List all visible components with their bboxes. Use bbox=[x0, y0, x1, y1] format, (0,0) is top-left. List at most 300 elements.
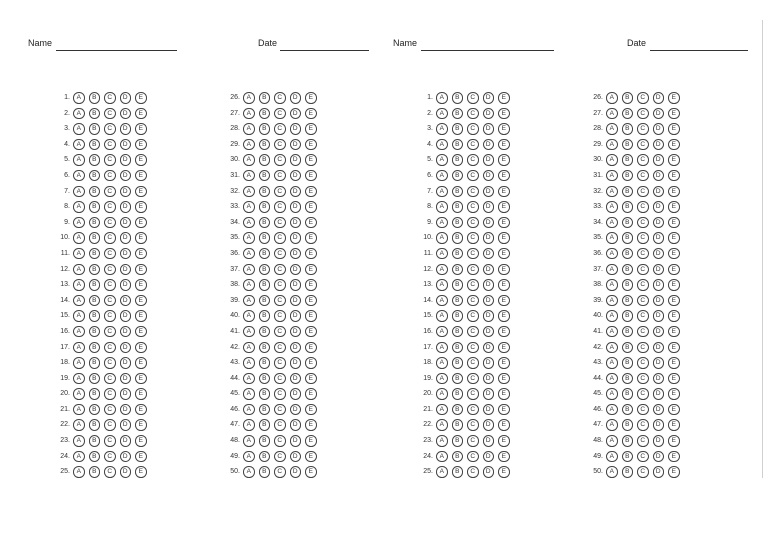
answer-bubble-e[interactable]: E bbox=[135, 342, 147, 354]
answer-bubble-a[interactable]: A bbox=[606, 248, 618, 260]
answer-bubble-e[interactable]: E bbox=[498, 279, 510, 291]
answer-bubble-b[interactable]: B bbox=[622, 186, 634, 198]
answer-bubble-b[interactable]: B bbox=[259, 217, 271, 229]
answer-bubble-d[interactable]: D bbox=[483, 123, 495, 135]
answer-bubble-b[interactable]: B bbox=[622, 154, 634, 166]
answer-bubble-d[interactable]: D bbox=[653, 388, 665, 400]
answer-bubble-a[interactable]: A bbox=[243, 248, 255, 260]
answer-bubble-b[interactable]: B bbox=[452, 373, 464, 385]
answer-bubble-e[interactable]: E bbox=[668, 92, 680, 104]
answer-bubble-e[interactable]: E bbox=[668, 373, 680, 385]
answer-bubble-c[interactable]: C bbox=[274, 92, 286, 104]
answer-bubble-a[interactable]: A bbox=[73, 295, 85, 307]
answer-bubble-e[interactable]: E bbox=[668, 201, 680, 213]
answer-bubble-b[interactable]: B bbox=[259, 248, 271, 260]
answer-bubble-d[interactable]: D bbox=[290, 357, 302, 369]
answer-bubble-a[interactable]: A bbox=[73, 92, 85, 104]
answer-bubble-e[interactable]: E bbox=[305, 201, 317, 213]
answer-bubble-e[interactable]: E bbox=[668, 139, 680, 151]
answer-bubble-b[interactable]: B bbox=[259, 326, 271, 338]
answer-bubble-b[interactable]: B bbox=[622, 217, 634, 229]
answer-bubble-c[interactable]: C bbox=[467, 108, 479, 120]
answer-bubble-a[interactable]: A bbox=[436, 264, 448, 276]
answer-bubble-b[interactable]: B bbox=[259, 310, 271, 322]
answer-bubble-e[interactable]: E bbox=[668, 357, 680, 369]
answer-bubble-a[interactable]: A bbox=[73, 170, 85, 182]
answer-bubble-b[interactable]: B bbox=[622, 201, 634, 213]
answer-bubble-e[interactable]: E bbox=[498, 435, 510, 447]
answer-bubble-d[interactable]: D bbox=[653, 108, 665, 120]
answer-bubble-b[interactable]: B bbox=[622, 357, 634, 369]
answer-bubble-b[interactable]: B bbox=[89, 201, 101, 213]
answer-bubble-d[interactable]: D bbox=[120, 264, 132, 276]
answer-bubble-b[interactable]: B bbox=[259, 92, 271, 104]
answer-bubble-c[interactable]: C bbox=[637, 186, 649, 198]
answer-bubble-b[interactable]: B bbox=[452, 466, 464, 478]
answer-bubble-a[interactable]: A bbox=[243, 295, 255, 307]
answer-bubble-a[interactable]: A bbox=[606, 232, 618, 244]
answer-bubble-d[interactable]: D bbox=[483, 404, 495, 416]
answer-bubble-e[interactable]: E bbox=[498, 373, 510, 385]
answer-bubble-a[interactable]: A bbox=[606, 342, 618, 354]
answer-bubble-c[interactable]: C bbox=[467, 326, 479, 338]
answer-bubble-c[interactable]: C bbox=[274, 388, 286, 400]
answer-bubble-c[interactable]: C bbox=[274, 419, 286, 431]
answer-bubble-a[interactable]: A bbox=[436, 154, 448, 166]
answer-bubble-c[interactable]: C bbox=[104, 357, 116, 369]
answer-bubble-b[interactable]: B bbox=[89, 92, 101, 104]
answer-bubble-c[interactable]: C bbox=[467, 123, 479, 135]
answer-bubble-d[interactable]: D bbox=[120, 232, 132, 244]
answer-bubble-b[interactable]: B bbox=[89, 451, 101, 463]
answer-bubble-e[interactable]: E bbox=[305, 123, 317, 135]
answer-bubble-d[interactable]: D bbox=[483, 264, 495, 276]
answer-bubble-e[interactable]: E bbox=[135, 154, 147, 166]
answer-bubble-e[interactable]: E bbox=[668, 466, 680, 478]
answer-bubble-b[interactable]: B bbox=[89, 170, 101, 182]
answer-bubble-e[interactable]: E bbox=[135, 404, 147, 416]
answer-bubble-b[interactable]: B bbox=[89, 248, 101, 260]
answer-bubble-b[interactable]: B bbox=[259, 201, 271, 213]
answer-bubble-e[interactable]: E bbox=[135, 357, 147, 369]
answer-bubble-e[interactable]: E bbox=[135, 279, 147, 291]
answer-bubble-b[interactable]: B bbox=[89, 232, 101, 244]
answer-bubble-a[interactable]: A bbox=[243, 139, 255, 151]
answer-bubble-b[interactable]: B bbox=[622, 232, 634, 244]
answer-bubble-a[interactable]: A bbox=[243, 264, 255, 276]
answer-bubble-c[interactable]: C bbox=[274, 139, 286, 151]
answer-bubble-c[interactable]: C bbox=[274, 108, 286, 120]
answer-bubble-a[interactable]: A bbox=[243, 201, 255, 213]
answer-bubble-d[interactable]: D bbox=[290, 108, 302, 120]
answer-bubble-e[interactable]: E bbox=[135, 373, 147, 385]
answer-bubble-a[interactable]: A bbox=[243, 373, 255, 385]
answer-bubble-a[interactable]: A bbox=[436, 92, 448, 104]
answer-bubble-e[interactable]: E bbox=[498, 310, 510, 322]
answer-bubble-a[interactable]: A bbox=[73, 451, 85, 463]
answer-bubble-a[interactable]: A bbox=[243, 186, 255, 198]
answer-bubble-e[interactable]: E bbox=[135, 295, 147, 307]
answer-bubble-a[interactable]: A bbox=[73, 279, 85, 291]
answer-bubble-b[interactable]: B bbox=[622, 326, 634, 338]
answer-bubble-a[interactable]: A bbox=[606, 123, 618, 135]
answer-bubble-c[interactable]: C bbox=[104, 232, 116, 244]
answer-bubble-c[interactable]: C bbox=[637, 310, 649, 322]
answer-bubble-b[interactable]: B bbox=[259, 186, 271, 198]
answer-bubble-a[interactable]: A bbox=[436, 123, 448, 135]
answer-bubble-a[interactable]: A bbox=[606, 373, 618, 385]
answer-bubble-c[interactable]: C bbox=[274, 466, 286, 478]
answer-bubble-b[interactable]: B bbox=[622, 342, 634, 354]
answer-bubble-b[interactable]: B bbox=[259, 404, 271, 416]
answer-bubble-b[interactable]: B bbox=[452, 248, 464, 260]
answer-bubble-d[interactable]: D bbox=[290, 373, 302, 385]
answer-bubble-d[interactable]: D bbox=[290, 466, 302, 478]
answer-bubble-e[interactable]: E bbox=[668, 264, 680, 276]
answer-bubble-d[interactable]: D bbox=[483, 451, 495, 463]
answer-bubble-d[interactable]: D bbox=[483, 326, 495, 338]
answer-bubble-d[interactable]: D bbox=[653, 217, 665, 229]
answer-bubble-c[interactable]: C bbox=[467, 295, 479, 307]
answer-bubble-a[interactable]: A bbox=[606, 154, 618, 166]
answer-bubble-c[interactable]: C bbox=[274, 435, 286, 447]
answer-bubble-e[interactable]: E bbox=[498, 404, 510, 416]
answer-bubble-a[interactable]: A bbox=[436, 248, 448, 260]
answer-bubble-a[interactable]: A bbox=[436, 342, 448, 354]
answer-bubble-d[interactable]: D bbox=[653, 186, 665, 198]
answer-bubble-e[interactable]: E bbox=[498, 388, 510, 400]
answer-bubble-c[interactable]: C bbox=[104, 264, 116, 276]
answer-bubble-c[interactable]: C bbox=[637, 357, 649, 369]
answer-bubble-b[interactable]: B bbox=[452, 295, 464, 307]
answer-bubble-d[interactable]: D bbox=[120, 419, 132, 431]
answer-bubble-a[interactable]: A bbox=[243, 326, 255, 338]
answer-bubble-a[interactable]: A bbox=[436, 326, 448, 338]
answer-bubble-b[interactable]: B bbox=[622, 139, 634, 151]
answer-bubble-b[interactable]: B bbox=[622, 123, 634, 135]
answer-bubble-b[interactable]: B bbox=[259, 388, 271, 400]
answer-bubble-a[interactable]: A bbox=[606, 466, 618, 478]
answer-bubble-c[interactable]: C bbox=[467, 373, 479, 385]
answer-bubble-e[interactable]: E bbox=[498, 326, 510, 338]
answer-bubble-b[interactable]: B bbox=[622, 419, 634, 431]
answer-bubble-a[interactable]: A bbox=[243, 123, 255, 135]
answer-bubble-b[interactable]: B bbox=[622, 248, 634, 260]
answer-bubble-e[interactable]: E bbox=[135, 466, 147, 478]
answer-bubble-c[interactable]: C bbox=[637, 123, 649, 135]
answer-bubble-b[interactable]: B bbox=[259, 154, 271, 166]
answer-bubble-c[interactable]: C bbox=[637, 92, 649, 104]
answer-bubble-b[interactable]: B bbox=[622, 373, 634, 385]
answer-bubble-e[interactable]: E bbox=[135, 248, 147, 260]
answer-bubble-a[interactable]: A bbox=[606, 201, 618, 213]
answer-bubble-d[interactable]: D bbox=[483, 139, 495, 151]
answer-bubble-d[interactable]: D bbox=[120, 404, 132, 416]
answer-bubble-d[interactable]: D bbox=[120, 451, 132, 463]
answer-bubble-a[interactable]: A bbox=[606, 357, 618, 369]
answer-bubble-d[interactable]: D bbox=[483, 232, 495, 244]
answer-bubble-e[interactable]: E bbox=[498, 170, 510, 182]
answer-bubble-c[interactable]: C bbox=[637, 264, 649, 276]
answer-bubble-b[interactable]: B bbox=[622, 466, 634, 478]
answer-bubble-b[interactable]: B bbox=[452, 154, 464, 166]
answer-bubble-d[interactable]: D bbox=[653, 326, 665, 338]
answer-bubble-d[interactable]: D bbox=[653, 451, 665, 463]
answer-bubble-c[interactable]: C bbox=[274, 326, 286, 338]
answer-bubble-d[interactable]: D bbox=[120, 342, 132, 354]
answer-bubble-d[interactable]: D bbox=[290, 217, 302, 229]
answer-bubble-a[interactable]: A bbox=[243, 342, 255, 354]
answer-bubble-b[interactable]: B bbox=[452, 186, 464, 198]
answer-bubble-d[interactable]: D bbox=[290, 388, 302, 400]
answer-bubble-b[interactable]: B bbox=[259, 279, 271, 291]
answer-bubble-d[interactable]: D bbox=[290, 279, 302, 291]
answer-bubble-c[interactable]: C bbox=[104, 248, 116, 260]
answer-bubble-e[interactable]: E bbox=[498, 108, 510, 120]
answer-bubble-d[interactable]: D bbox=[290, 404, 302, 416]
answer-bubble-d[interactable]: D bbox=[290, 326, 302, 338]
answer-bubble-c[interactable]: C bbox=[467, 388, 479, 400]
answer-bubble-e[interactable]: E bbox=[668, 248, 680, 260]
answer-bubble-d[interactable]: D bbox=[290, 232, 302, 244]
answer-bubble-a[interactable]: A bbox=[73, 373, 85, 385]
answer-bubble-e[interactable]: E bbox=[498, 232, 510, 244]
answer-bubble-c[interactable]: C bbox=[467, 170, 479, 182]
answer-bubble-b[interactable]: B bbox=[452, 108, 464, 120]
answer-bubble-c[interactable]: C bbox=[274, 373, 286, 385]
answer-bubble-d[interactable]: D bbox=[483, 388, 495, 400]
answer-bubble-c[interactable]: C bbox=[637, 466, 649, 478]
answer-bubble-d[interactable]: D bbox=[483, 295, 495, 307]
answer-bubble-c[interactable]: C bbox=[274, 404, 286, 416]
answer-bubble-d[interactable]: D bbox=[120, 248, 132, 260]
answer-bubble-d[interactable]: D bbox=[290, 419, 302, 431]
answer-bubble-d[interactable]: D bbox=[483, 435, 495, 447]
answer-bubble-a[interactable]: A bbox=[73, 310, 85, 322]
answer-bubble-e[interactable]: E bbox=[305, 326, 317, 338]
answer-bubble-c[interactable]: C bbox=[467, 279, 479, 291]
answer-bubble-a[interactable]: A bbox=[606, 217, 618, 229]
answer-bubble-a[interactable]: A bbox=[606, 264, 618, 276]
answer-bubble-b[interactable]: B bbox=[89, 108, 101, 120]
answer-bubble-a[interactable]: A bbox=[243, 279, 255, 291]
answer-bubble-b[interactable]: B bbox=[622, 264, 634, 276]
answer-bubble-c[interactable]: C bbox=[467, 232, 479, 244]
answer-bubble-c[interactable]: C bbox=[104, 295, 116, 307]
answer-bubble-d[interactable]: D bbox=[120, 186, 132, 198]
answer-bubble-d[interactable]: D bbox=[120, 326, 132, 338]
answer-bubble-a[interactable]: A bbox=[606, 451, 618, 463]
answer-bubble-a[interactable]: A bbox=[73, 264, 85, 276]
answer-bubble-b[interactable]: B bbox=[89, 326, 101, 338]
answer-bubble-c[interactable]: C bbox=[637, 217, 649, 229]
answer-bubble-c[interactable]: C bbox=[467, 154, 479, 166]
answer-bubble-e[interactable]: E bbox=[498, 139, 510, 151]
answer-bubble-d[interactable]: D bbox=[483, 310, 495, 322]
answer-bubble-b[interactable]: B bbox=[89, 466, 101, 478]
answer-bubble-b[interactable]: B bbox=[452, 170, 464, 182]
answer-bubble-b[interactable]: B bbox=[452, 357, 464, 369]
answer-bubble-a[interactable]: A bbox=[606, 419, 618, 431]
answer-bubble-d[interactable]: D bbox=[290, 92, 302, 104]
answer-bubble-b[interactable]: B bbox=[452, 123, 464, 135]
answer-bubble-e[interactable]: E bbox=[305, 154, 317, 166]
answer-bubble-c[interactable]: C bbox=[274, 186, 286, 198]
answer-bubble-c[interactable]: C bbox=[104, 108, 116, 120]
answer-bubble-d[interactable]: D bbox=[653, 264, 665, 276]
answer-bubble-c[interactable]: C bbox=[104, 92, 116, 104]
answer-bubble-a[interactable]: A bbox=[436, 404, 448, 416]
answer-bubble-e[interactable]: E bbox=[305, 466, 317, 478]
answer-bubble-a[interactable]: A bbox=[243, 451, 255, 463]
answer-bubble-c[interactable]: C bbox=[467, 357, 479, 369]
answer-bubble-b[interactable]: B bbox=[259, 466, 271, 478]
answer-bubble-a[interactable]: A bbox=[436, 357, 448, 369]
answer-bubble-d[interactable]: D bbox=[120, 92, 132, 104]
answer-bubble-e[interactable]: E bbox=[135, 217, 147, 229]
answer-bubble-a[interactable]: A bbox=[73, 154, 85, 166]
answer-bubble-c[interactable]: C bbox=[637, 404, 649, 416]
answer-bubble-a[interactable]: A bbox=[243, 388, 255, 400]
answer-bubble-c[interactable]: C bbox=[637, 248, 649, 260]
answer-bubble-d[interactable]: D bbox=[290, 186, 302, 198]
answer-bubble-c[interactable]: C bbox=[104, 388, 116, 400]
answer-bubble-e[interactable]: E bbox=[305, 279, 317, 291]
answer-bubble-a[interactable]: A bbox=[606, 279, 618, 291]
answer-bubble-b[interactable]: B bbox=[452, 217, 464, 229]
answer-bubble-a[interactable]: A bbox=[436, 139, 448, 151]
answer-bubble-b[interactable]: B bbox=[89, 279, 101, 291]
answer-bubble-d[interactable]: D bbox=[483, 248, 495, 260]
answer-bubble-b[interactable]: B bbox=[622, 295, 634, 307]
answer-bubble-d[interactable]: D bbox=[290, 435, 302, 447]
answer-bubble-a[interactable]: A bbox=[73, 139, 85, 151]
answer-bubble-e[interactable]: E bbox=[668, 404, 680, 416]
answer-bubble-b[interactable]: B bbox=[259, 295, 271, 307]
answer-bubble-b[interactable]: B bbox=[89, 295, 101, 307]
answer-bubble-a[interactable]: A bbox=[243, 357, 255, 369]
answer-bubble-d[interactable]: D bbox=[483, 154, 495, 166]
answer-bubble-b[interactable]: B bbox=[452, 388, 464, 400]
answer-bubble-c[interactable]: C bbox=[637, 342, 649, 354]
answer-bubble-a[interactable]: A bbox=[73, 435, 85, 447]
answer-bubble-d[interactable]: D bbox=[290, 201, 302, 213]
answer-bubble-e[interactable]: E bbox=[305, 342, 317, 354]
answer-bubble-a[interactable]: A bbox=[243, 108, 255, 120]
answer-bubble-e[interactable]: E bbox=[135, 451, 147, 463]
answer-bubble-c[interactable]: C bbox=[637, 451, 649, 463]
answer-bubble-c[interactable]: C bbox=[274, 248, 286, 260]
answer-bubble-e[interactable]: E bbox=[135, 123, 147, 135]
answer-bubble-d[interactable]: D bbox=[290, 139, 302, 151]
answer-bubble-c[interactable]: C bbox=[274, 357, 286, 369]
answer-bubble-b[interactable]: B bbox=[452, 435, 464, 447]
answer-bubble-c[interactable]: C bbox=[637, 435, 649, 447]
answer-bubble-d[interactable]: D bbox=[290, 295, 302, 307]
answer-bubble-d[interactable]: D bbox=[120, 154, 132, 166]
answer-bubble-a[interactable]: A bbox=[436, 435, 448, 447]
answer-bubble-d[interactable]: D bbox=[483, 170, 495, 182]
answer-bubble-c[interactable]: C bbox=[637, 170, 649, 182]
answer-bubble-e[interactable]: E bbox=[668, 451, 680, 463]
answer-bubble-a[interactable]: A bbox=[606, 388, 618, 400]
answer-bubble-b[interactable]: B bbox=[259, 108, 271, 120]
answer-bubble-b[interactable]: B bbox=[89, 435, 101, 447]
answer-bubble-a[interactable]: A bbox=[243, 170, 255, 182]
answer-bubble-d[interactable]: D bbox=[483, 342, 495, 354]
answer-bubble-d[interactable]: D bbox=[653, 310, 665, 322]
answer-bubble-b[interactable]: B bbox=[259, 357, 271, 369]
answer-bubble-d[interactable]: D bbox=[120, 357, 132, 369]
answer-bubble-c[interactable]: C bbox=[637, 419, 649, 431]
answer-bubble-c[interactable]: C bbox=[637, 388, 649, 400]
answer-bubble-d[interactable]: D bbox=[483, 217, 495, 229]
answer-bubble-e[interactable]: E bbox=[668, 419, 680, 431]
answer-bubble-a[interactable]: A bbox=[243, 466, 255, 478]
answer-bubble-a[interactable]: A bbox=[436, 310, 448, 322]
answer-bubble-a[interactable]: A bbox=[436, 466, 448, 478]
answer-bubble-a[interactable]: A bbox=[436, 388, 448, 400]
answer-bubble-b[interactable]: B bbox=[452, 342, 464, 354]
answer-bubble-c[interactable]: C bbox=[104, 170, 116, 182]
answer-bubble-a[interactable]: A bbox=[436, 279, 448, 291]
answer-bubble-e[interactable]: E bbox=[498, 264, 510, 276]
answer-bubble-c[interactable]: C bbox=[467, 217, 479, 229]
answer-bubble-d[interactable]: D bbox=[653, 123, 665, 135]
answer-bubble-e[interactable]: E bbox=[135, 435, 147, 447]
answer-bubble-e[interactable]: E bbox=[305, 217, 317, 229]
answer-bubble-e[interactable]: E bbox=[498, 217, 510, 229]
answer-bubble-b[interactable]: B bbox=[259, 232, 271, 244]
answer-bubble-c[interactable]: C bbox=[274, 295, 286, 307]
answer-bubble-d[interactable]: D bbox=[653, 295, 665, 307]
answer-bubble-e[interactable]: E bbox=[668, 154, 680, 166]
answer-bubble-b[interactable]: B bbox=[259, 139, 271, 151]
answer-bubble-a[interactable]: A bbox=[243, 435, 255, 447]
answer-bubble-e[interactable]: E bbox=[305, 295, 317, 307]
answer-bubble-c[interactable]: C bbox=[104, 435, 116, 447]
answer-bubble-a[interactable]: A bbox=[243, 232, 255, 244]
answer-bubble-e[interactable]: E bbox=[305, 404, 317, 416]
answer-bubble-a[interactable]: A bbox=[73, 357, 85, 369]
answer-bubble-a[interactable]: A bbox=[436, 451, 448, 463]
answer-bubble-d[interactable]: D bbox=[653, 92, 665, 104]
answer-bubble-d[interactable]: D bbox=[483, 279, 495, 291]
answer-bubble-b[interactable]: B bbox=[89, 123, 101, 135]
answer-bubble-c[interactable]: C bbox=[467, 310, 479, 322]
answer-bubble-a[interactable]: A bbox=[436, 295, 448, 307]
answer-bubble-d[interactable]: D bbox=[653, 404, 665, 416]
answer-bubble-c[interactable]: C bbox=[467, 404, 479, 416]
answer-bubble-b[interactable]: B bbox=[622, 108, 634, 120]
answer-bubble-e[interactable]: E bbox=[135, 92, 147, 104]
answer-bubble-d[interactable]: D bbox=[653, 170, 665, 182]
answer-bubble-a[interactable]: A bbox=[436, 170, 448, 182]
answer-bubble-a[interactable]: A bbox=[243, 404, 255, 416]
answer-bubble-e[interactable]: E bbox=[135, 388, 147, 400]
answer-bubble-d[interactable]: D bbox=[653, 435, 665, 447]
answer-bubble-e[interactable]: E bbox=[305, 108, 317, 120]
answer-bubble-c[interactable]: C bbox=[637, 373, 649, 385]
answer-bubble-c[interactable]: C bbox=[467, 466, 479, 478]
answer-bubble-e[interactable]: E bbox=[135, 170, 147, 182]
answer-bubble-a[interactable]: A bbox=[73, 186, 85, 198]
answer-bubble-d[interactable]: D bbox=[120, 295, 132, 307]
answer-bubble-e[interactable]: E bbox=[498, 357, 510, 369]
answer-bubble-d[interactable]: D bbox=[290, 248, 302, 260]
answer-bubble-c[interactable]: C bbox=[274, 310, 286, 322]
answer-bubble-b[interactable]: B bbox=[259, 264, 271, 276]
